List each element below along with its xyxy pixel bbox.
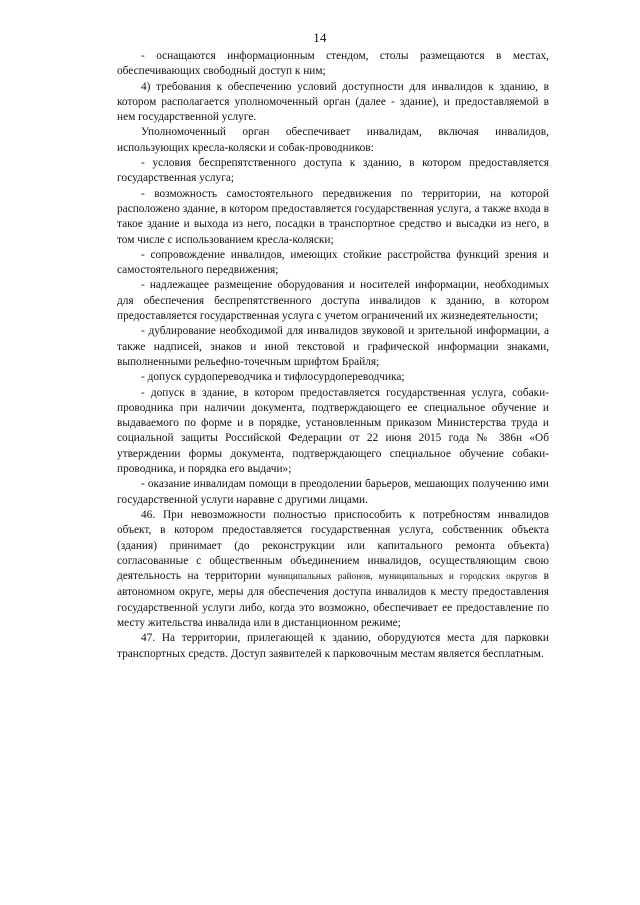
paragraph-escort: - сопровождение инвалидов, имеющих стойкие расстройства функций зрения и самостоятельного передвижения; [117, 248, 549, 277]
document-body [117, 49, 549, 662]
paragraph-46-text-end: в автономном округе, меры для обеспечения доступа инвалидов к месту предоставления государственной услуги либо, когда это возможно, обеспечивает ее предоставление по месту жительства инвалида или в дистанционном режиме; [117, 570, 550, 629]
paragraph-unobstructed-access: - условия беспрепятственного доступа к зданию, в котором предоставляется государственная услуга; [117, 157, 549, 185]
paragraph-authority-provides: Уполномоченный орган обеспечивает инвалидам, включая инвалидов, использующих кресла-коляски и собак-проводников: [117, 126, 549, 154]
paragraph-stand-equipment: - оснащаются информационным стендом, столы размещаются в местах, обеспечивающих свободный доступ к ним; [117, 50, 549, 78]
paragraph-accessibility-requirements: 4) требования к обеспечению условий доступности для инвалидов к зданию, в котором располагается уполномоченный орган (далее - здание), и предоставляемой в нем государственной услуге. [117, 80, 549, 124]
paragraph-equipment-placement: - надлежащее размещение оборудования и носителей информации, необходимых для обеспечения беспрепятственного доступа инвалидов к зданию, в котором предоставляется государственная услуга с учетом ограничений их жизнедеятельности; [117, 279, 549, 323]
paragraph-46-small-text: муниципальных районов, муниципальных и городских округов [267, 572, 538, 583]
page-number: 14 [313, 30, 327, 45]
paragraph-interpreter-admission: - допуск сурдопереводчика и тифлосурдопереводчика; [141, 371, 405, 384]
paragraph-46-text-start: 46. При невозможности полностью приспособить к потребностям инвалидов объект, в котором предоставляется государственная услуга, собственник объекта (здания) принимает (до реконструкции или капитального ремонта объекта) согласованные с общественным объединением инвалидов, осуществляющим свою деятельность на территории [117, 508, 549, 583]
paragraph-47: 47. На территории, прилегающей к зданию, оборудуются места для парковки транспортных средств. Доступ заявителей к парковочным местам является бесплатным. [117, 632, 549, 660]
paragraph-information-duplication: - дублирование необходимой для инвалидов звуковой и зрительной информации, а также надписей, знаков и иной текстовой и графической информации знаками, выполненными рельефно-точечным шрифтом Брайля; [117, 325, 549, 368]
paragraph-independent-movement: - возможность самостоятельного передвижения по территории, на которой расположено здание, в котором предоставляется государственная услуга, а также входа в такое здание и выхода из него, посадки в транспортное средство и высадки из него, в том числе с использованием кресла-коляски; [117, 187, 549, 246]
paragraph-46 [117, 508, 549, 631]
paragraph-barrier-assistance: - оказание инвалидам помощи в преодолении барьеров, мешающих получению ими государственной услуги наравне с другими лицами. [117, 478, 549, 506]
paragraph-guide-dog-admission: - допуск в здание, в котором предоставляется государственная услуга, собаки-проводника при наличии документа, подтверждающего ее специальное обучение и выдаваемого по форме и в порядке, установленным приказом Министерства труда и социальной защиты Российской Федерации от 22 июня 2015 года № 386н «Об утверждении формы документа, подтверждающего специальное обучение собаки-проводника, и порядка его выдачи»; [117, 386, 549, 476]
